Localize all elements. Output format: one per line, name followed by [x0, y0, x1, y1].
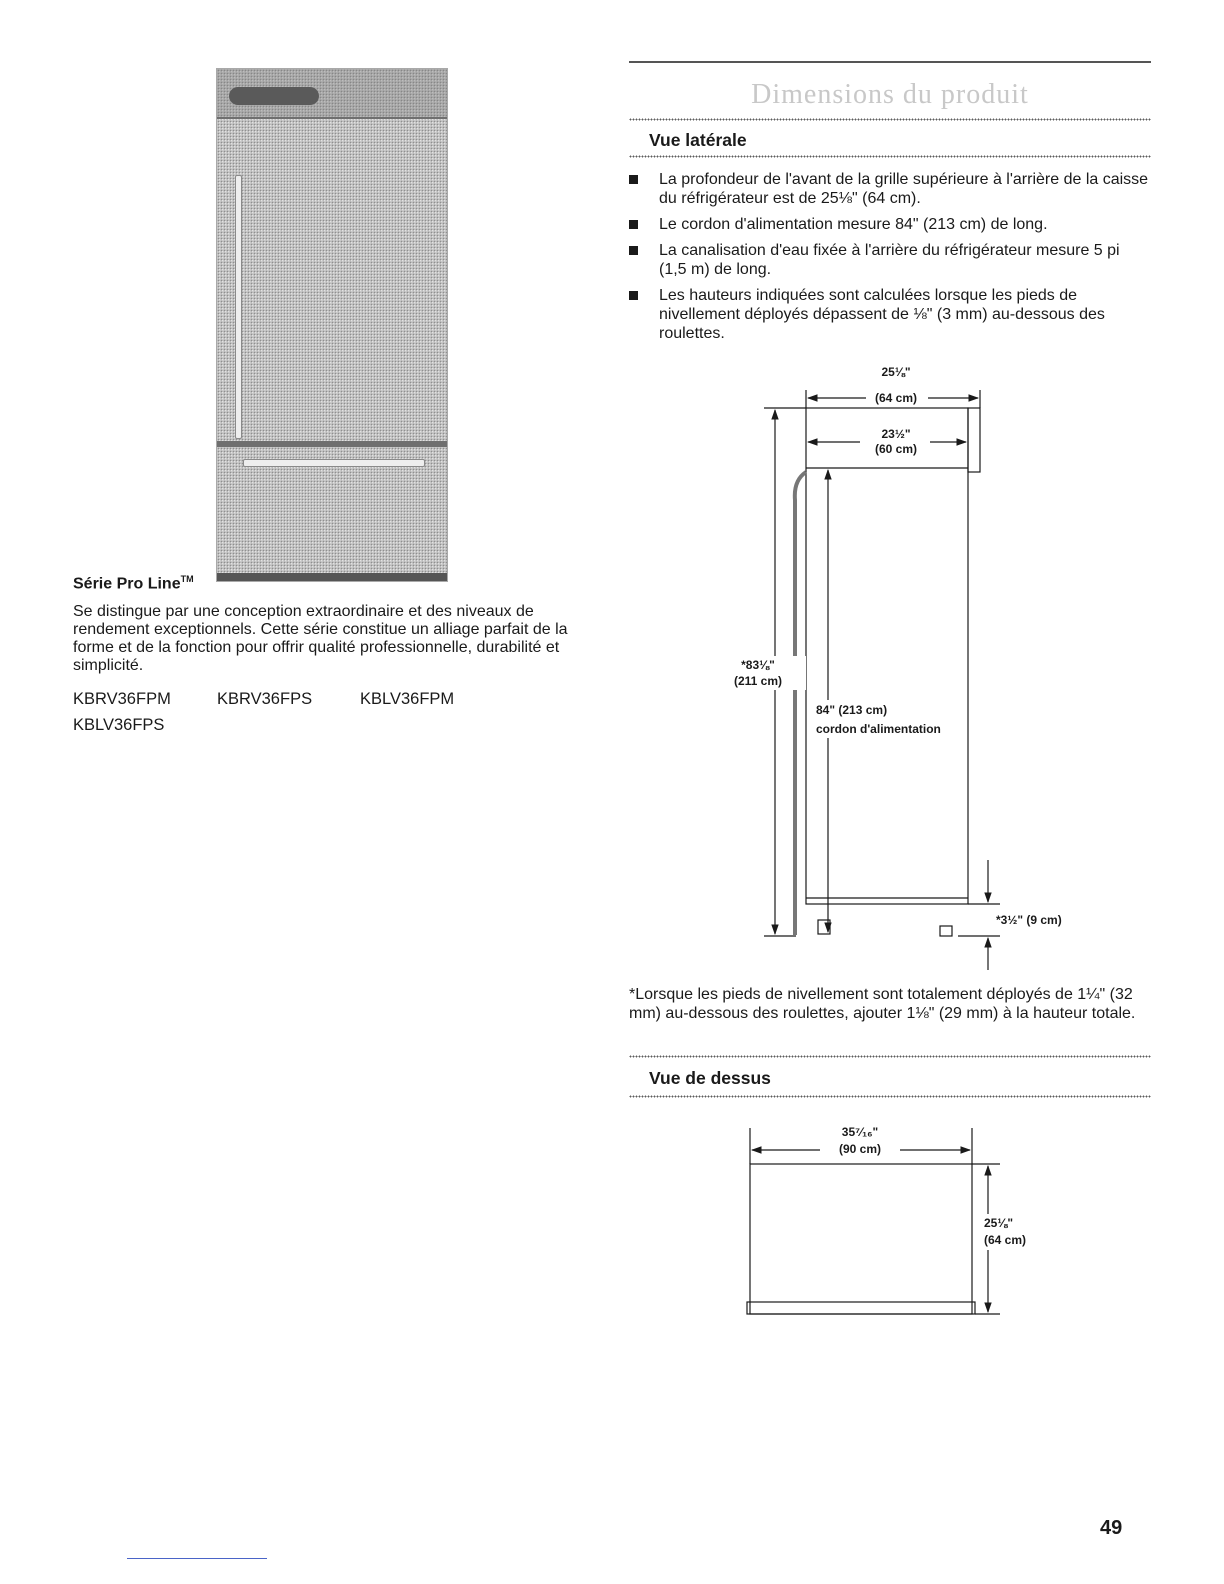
list-item: Les hauteurs indiquées sont calculées lorsque les pieds de nivellement déployés dépassent de ⅛" (3 mm) au-dessous des roulettes.: [629, 286, 1151, 343]
divider: [629, 1095, 1151, 1098]
series-description: Se distingue par une conception extraordinaire et des niveaux de rendement exceptionnels. Cette série constitue un alliage parfait de la forme et de la fonction pour offrir qualité professionnelle, durabilité et simplicité.: [73, 603, 568, 674]
top-view-heading: Vue de dessus: [649, 1068, 771, 1088]
width-label: 35⁷⁄₁₆": [841, 1125, 879, 1139]
door-outline: [747, 1302, 975, 1314]
bullet-icon: [629, 220, 638, 229]
list-item: La profondeur de l'avant de la grille supérieure à l'arrière de la caisse du réfrigérateur est de 25⅛" (64 cm).: [629, 170, 1151, 208]
model-number: KBRV36FPS: [217, 690, 313, 708]
top-view-diagram: [700, 1110, 1100, 1340]
side-view-diagram: [700, 360, 1100, 980]
top-depth-cm-label: (64 cm): [984, 1233, 1027, 1247]
width-cm-label: (90 cm): [838, 1142, 882, 1156]
model-number: KBLV36FPS: [73, 716, 165, 734]
fridge-base: [217, 573, 447, 581]
height-label: *83⅛": [741, 658, 775, 672]
model-number: KBRV36FPM: [73, 690, 171, 708]
depth-label: 25⅛": [881, 365, 911, 379]
base-height-label: *3½" (9 cm): [996, 913, 1062, 927]
top-rule: [629, 61, 1151, 63]
roller: [940, 926, 952, 936]
cord-length-label: 84" (213 cm): [816, 703, 888, 717]
trademark: TM: [180, 574, 194, 584]
fridge-divider: [217, 441, 447, 447]
inner-depth-label: 23½": [881, 427, 911, 441]
list-item: La canalisation d'eau fixée à l'arrière du réfrigérateur mesure 5 pi (1,5 m) de long.: [629, 241, 1151, 279]
fridge-door-handle: [235, 175, 242, 439]
side-view-notes: [629, 170, 1151, 350]
side-view-heading: Vue latérale: [649, 130, 747, 150]
top-depth-label: 25⅛": [984, 1216, 1014, 1230]
cord-label: cordon d'alimentation: [816, 722, 941, 736]
divider: [629, 1055, 1151, 1058]
height-cm-label: (211 cm): [733, 674, 783, 688]
freezer-drawer-handle: [243, 459, 425, 467]
bullet-icon: [629, 246, 638, 255]
section-title: Dimensions du produit: [751, 79, 1029, 110]
divider: [629, 155, 1151, 158]
product-image: [216, 68, 448, 582]
inner-depth-cm-label: (60 cm): [874, 442, 918, 456]
footnote: *Lorsque les pieds de nivellement sont totalement déployés de 1¼" (32 mm) au-dessous des roulettes, ajouter 1⅛" (29 mm) à la hauteur totale.: [629, 986, 1136, 1022]
page-number: 49: [1100, 1517, 1123, 1539]
series-title: Série Pro Line™: [73, 574, 194, 593]
fridge-top-outline: [750, 1164, 972, 1314]
footer-rule: [127, 1558, 267, 1559]
fridge-control-panel: [229, 87, 319, 105]
power-cord: [795, 472, 806, 935]
model-number: KBLV36FPM: [360, 690, 455, 708]
grille-outline: [968, 408, 980, 472]
fridge-side-outline: [806, 408, 968, 904]
divider: [629, 118, 1151, 121]
bullet-icon: [629, 291, 638, 300]
depth-cm-label: (64 cm): [874, 391, 918, 405]
list-item: Le cordon d'alimentation mesure 84" (213 cm) de long.: [629, 215, 1151, 234]
bullet-icon: [629, 175, 638, 184]
